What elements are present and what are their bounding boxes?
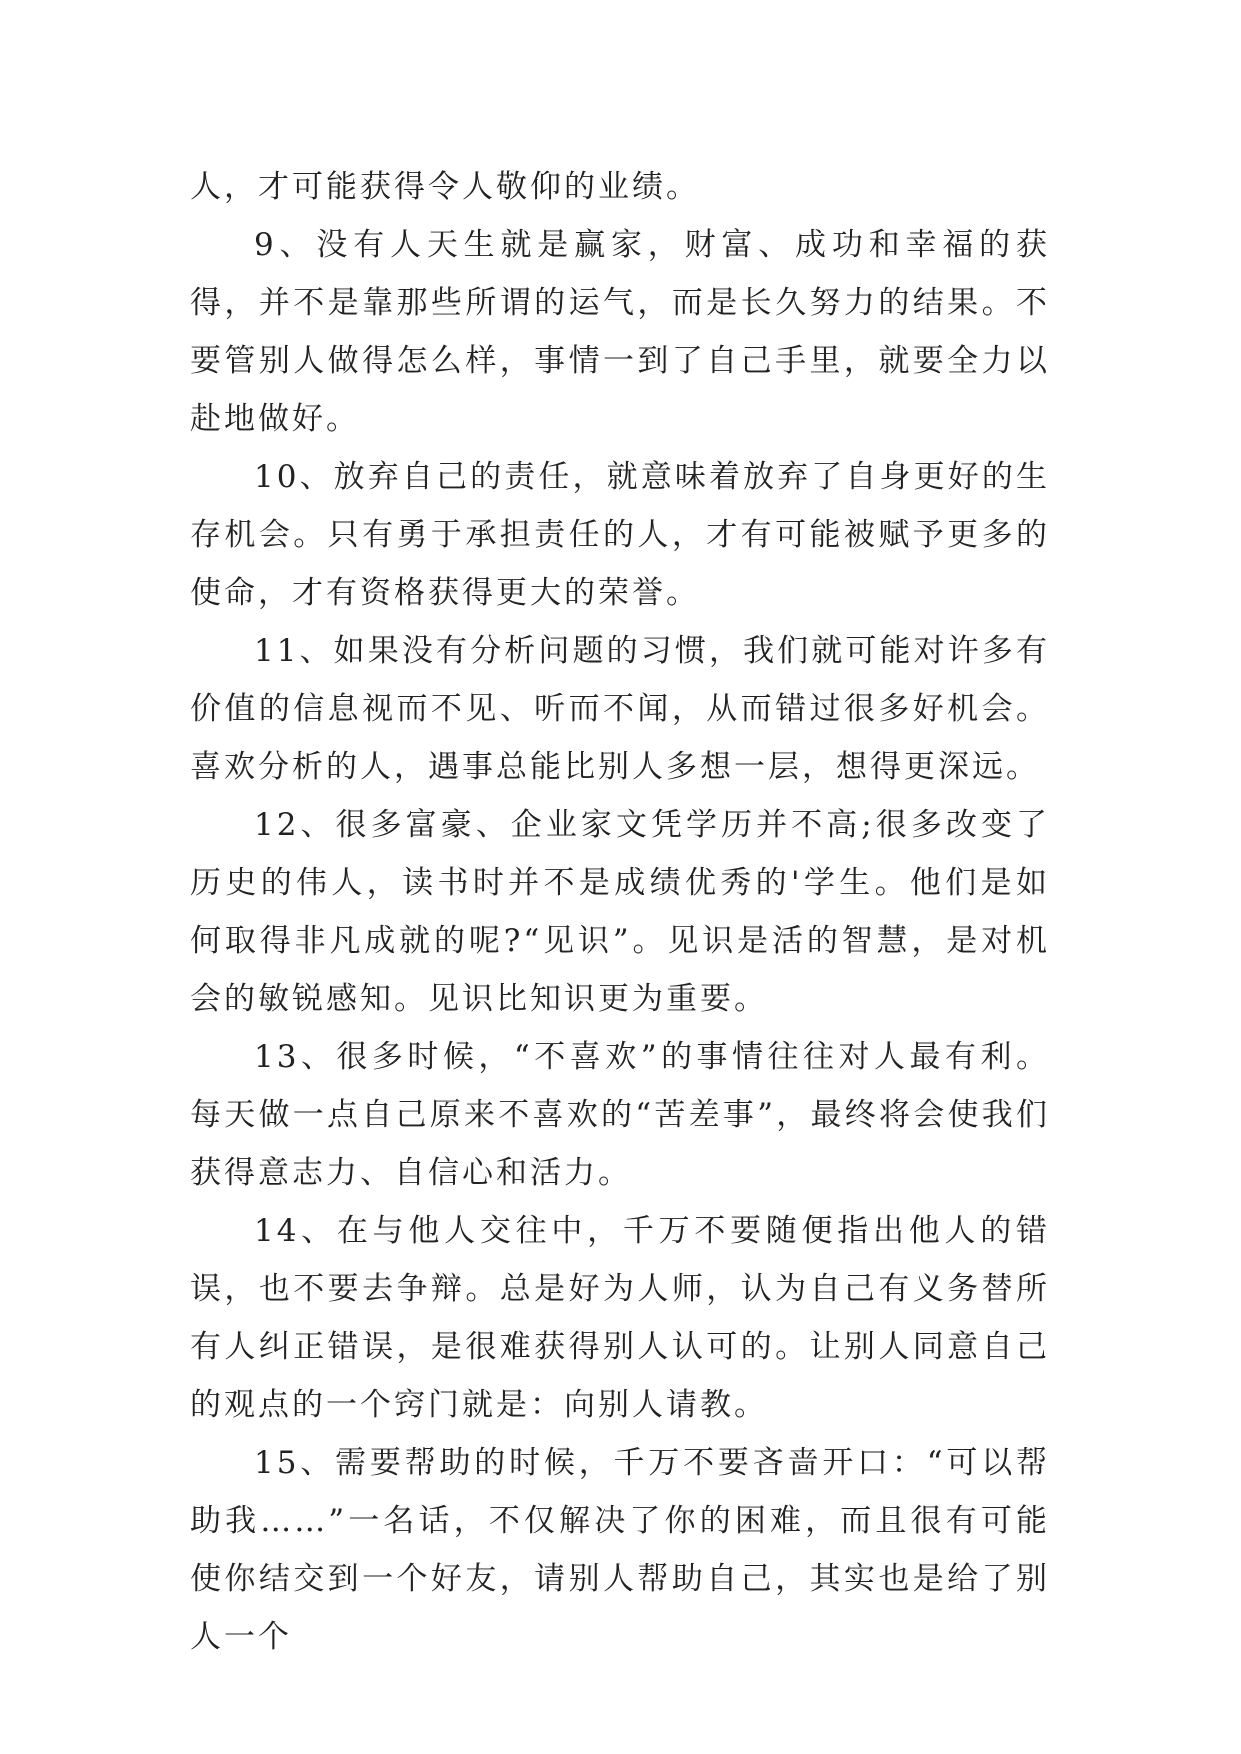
- paragraph-continuation: 人，才可能获得令人敬仰的业绩。: [190, 169, 700, 205]
- paragraph-item-13: 13、很多时候，“不喜欢”的事情往往对人最有利。每天做一点自己原来不喜欢的“苦差事”，最终将会使我们获得意志力、自信心和活力。: [190, 1039, 1050, 1191]
- paragraph-item-10: 10、放弃自己的责任，就意味着放弃了自身更好的生存机会。只有勇于承担责任的人，才有可能被赋予更多的使命，才有资格获得更大的荣誉。: [190, 459, 1050, 611]
- paragraph-item-9: 9、没有人天生就是赢家，财富、成功和幸福的获得，并不是靠那些所谓的运气，而是长久努力的结果。不要管别人做得怎么样，事情一到了自己手里，就要全力以赴地做好。: [190, 227, 1050, 437]
- body-text: [190, 158, 1050, 1666]
- paragraph-item-12: 12、很多富豪、企业家文凭学历并不高;很多改变了历史的伟人，读书时并不是成绩优秀的'学生。他们是如何取得非凡成就的呢?“见识”。见识是活的智慧，是对机会的敏锐感知。见识比知识更为重要。: [190, 807, 1050, 1017]
- paragraph-item-14: 14、在与他人交往中，千万不要随便指出他人的错误，也不要去争辩。总是好为人师，认为自己有义务替所有人纠正错误，是很难获得别人认可的。让别人同意自己的观点的一个窍门就是：向别人请教。: [190, 1213, 1050, 1423]
- paragraph-item-15: 15、需要帮助的时候，千万不要吝啬开口：“可以帮助我……”一名话，不仅解决了你的困难，而且很有可能使你结交到一个好友，请别人帮助自己，其实也是给了别人一个: [190, 1445, 1050, 1655]
- paragraph-item-11: 11、如果没有分析问题的习惯，我们就可能对许多有价值的信息视而不见、听而不闻，从而错过很多好机会。喜欢分析的人，遇事总能比别人多想一层，想得更深远。: [190, 633, 1050, 785]
